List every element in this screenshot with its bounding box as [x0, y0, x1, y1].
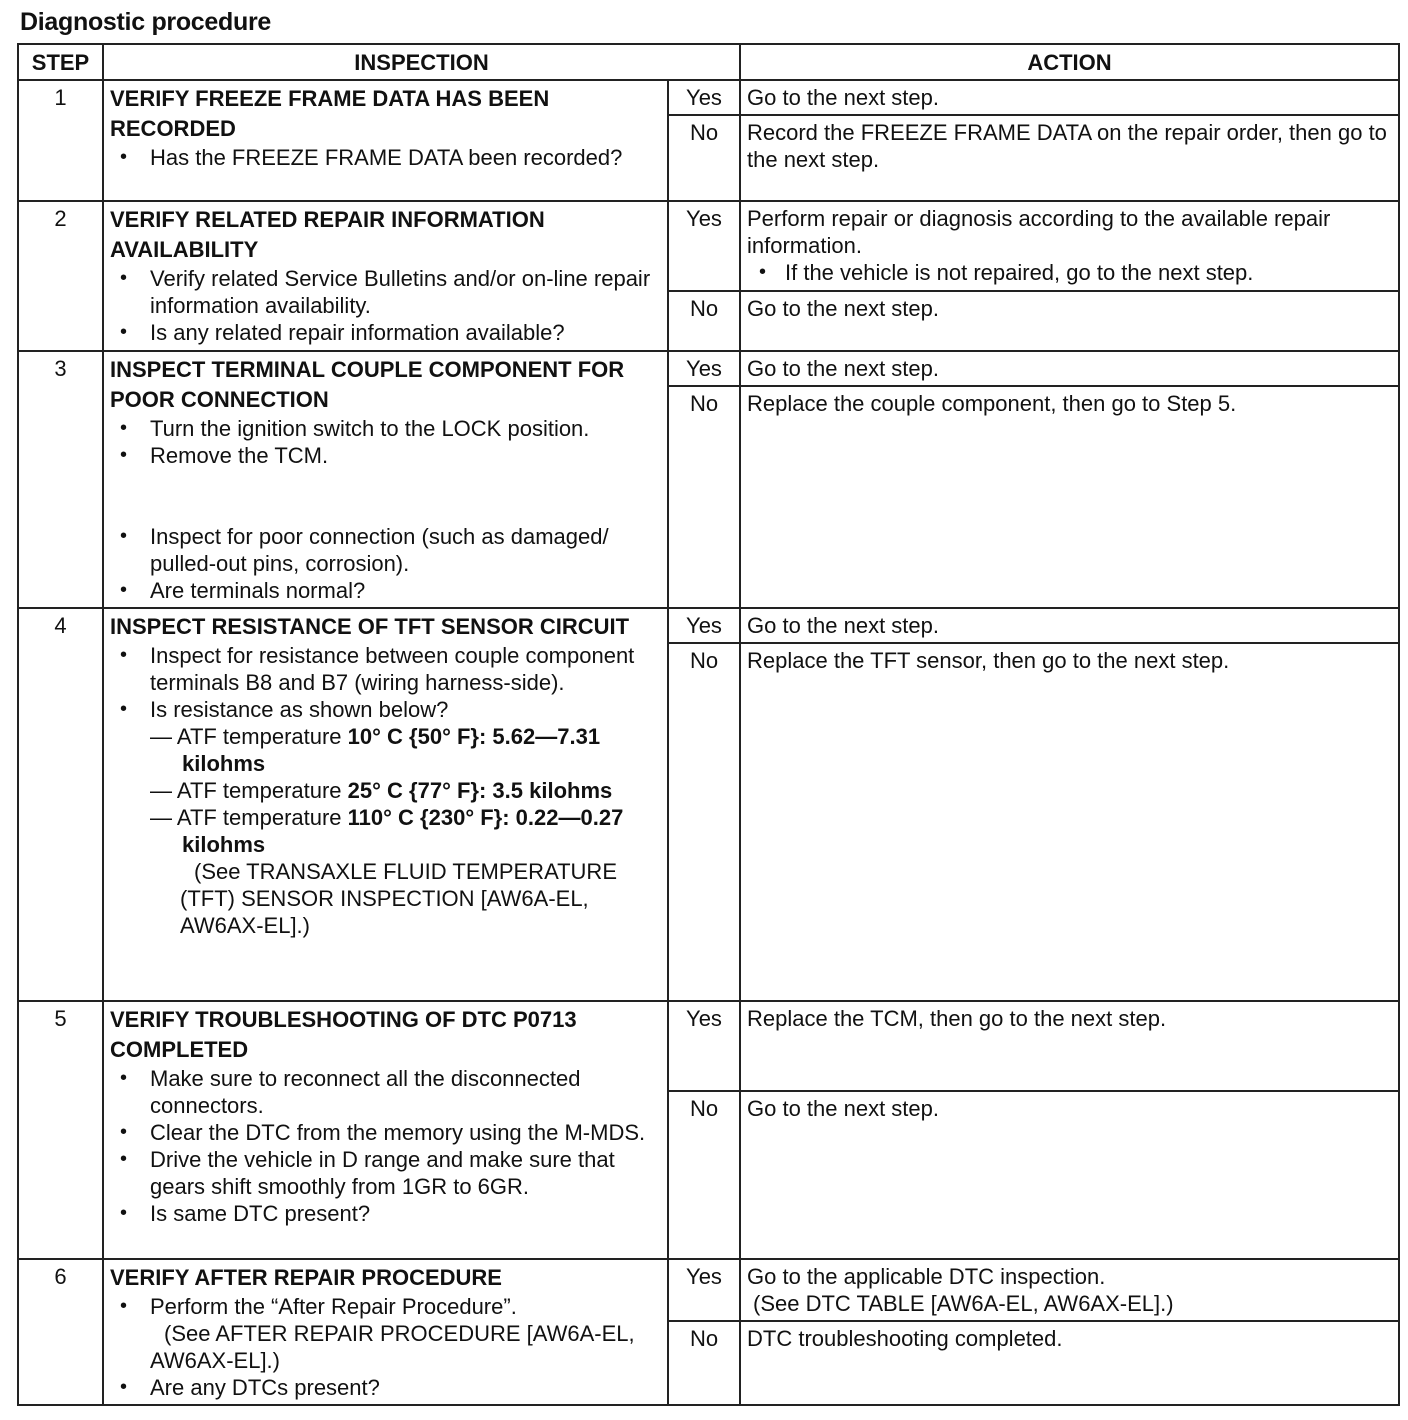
step-number: 2 [18, 201, 103, 351]
step-row [18, 1259, 1399, 1321]
yes-label: Yes [668, 1259, 740, 1321]
yes-action: Go to the next step. [740, 351, 1399, 386]
inspection-title: VERIFY TROUBLESHOOTING OF DTC P0713 COMPLETED [110, 1007, 577, 1062]
header-inspection: INSPECTION [103, 44, 740, 80]
no-action: Go to the next step. [740, 1091, 1399, 1259]
spec-line [113, 777, 661, 804]
inspection-bullet: • Remove the TCM. [110, 442, 661, 469]
header-action: ACTION [740, 44, 1399, 80]
inspection-list [110, 265, 661, 346]
step-row [18, 80, 1399, 115]
yes-label: Yes [668, 351, 740, 386]
yes-label: Yes [668, 608, 740, 643]
no-label: No [668, 386, 740, 608]
inspection-bullet: • Is any related repair information available? [110, 319, 661, 346]
inspection-bullet: • Turn the ignition switch to the LOCK position. [110, 415, 661, 442]
spec-line [113, 804, 661, 858]
spec-prefix: — ATF temperature [150, 724, 348, 749]
yes-action-cell [740, 201, 1399, 291]
figure-space [110, 469, 661, 523]
no-label: No [668, 643, 740, 1001]
see-reference: (See AFTER REPAIR PROCEDURE [AW6A-EL, AW6AX-EL].) [150, 1321, 635, 1373]
inspection-cell [103, 608, 668, 1001]
header-row [18, 44, 1399, 80]
inspection-bullet: • Has the FREEZE FRAME DATA been recorded? [110, 144, 661, 171]
no-action: Replace the TFT sensor, then go to the next step. [740, 643, 1399, 1001]
page-title: Diagnostic procedure [20, 8, 271, 36]
step-row [18, 1001, 1399, 1091]
no-action: Go to the next step. [740, 291, 1399, 351]
no-action: Replace the couple component, then go to Step 5. [740, 386, 1399, 608]
yes-action: Go to the next step. [740, 80, 1399, 115]
yes-action: Go to the applicable DTC inspection. [747, 1264, 1106, 1289]
inspection-list [110, 642, 661, 723]
inspection-bullet: • Verify related Service Bulletins and/or on-line repair information availability. [110, 265, 661, 319]
header-step: STEP [18, 44, 103, 80]
inspection-list [110, 1065, 661, 1227]
spec-prefix: — ATF temperature [150, 805, 348, 830]
inspection-list [110, 1293, 661, 1401]
step-number: 5 [18, 1001, 103, 1259]
inspection-list [110, 144, 661, 171]
inspection-bullet: • Make sure to reconnect all the disconnected connectors. [110, 1065, 661, 1119]
yes-action: Replace the TCM, then go to the next step. [740, 1001, 1399, 1091]
inspection-title: VERIFY RELATED REPAIR INFORMATION AVAILABILITY [110, 207, 545, 262]
inspection-bullet: • Inspect for resistance between couple component terminals B8 and B7 (wiring harness-side). [110, 642, 661, 696]
yes-action-sub: • If the vehicle is not repaired, go to the next step. [747, 259, 1392, 286]
no-label: No [668, 115, 740, 201]
inspection-title: VERIFY FREEZE FRAME DATA HAS BEEN RECORDED [110, 86, 550, 141]
inspection-bullet: • Are any DTCs present? [110, 1374, 661, 1401]
inspection-bullet: • Drive the vehicle in D range and make sure that gears shift smoothly from 1GR to 6GR. [110, 1146, 661, 1200]
step-row [18, 351, 1399, 386]
inspection-bullet: • Is same DTC present? [110, 1200, 661, 1227]
yes-action-see: (See DTC TABLE [AW6A-EL, AW6AX-EL].) [753, 1291, 1174, 1316]
step-row [18, 201, 1399, 291]
no-action: Record the FREEZE FRAME DATA on the repair order, then go to the next step. [740, 115, 1399, 201]
no-label: No [668, 1091, 740, 1259]
no-label: No [668, 291, 740, 351]
spec-value: 110° C {230° F}: 0.22—0.27 kilohms [182, 805, 624, 857]
step-number: 4 [18, 608, 103, 1001]
inspection-bullet: • Is resistance as shown below? [110, 696, 661, 723]
spec-value: 25° C {77° F}: 3.5 kilohms [347, 778, 613, 803]
step-number: 6 [18, 1259, 103, 1405]
step-row [18, 608, 1399, 643]
inspection-title: INSPECT TERMINAL COUPLE COMPONENT FOR POOR CONNECTION [110, 357, 625, 412]
no-label: No [668, 1321, 740, 1405]
spec-prefix: — ATF temperature [150, 778, 348, 803]
yes-action-cell [740, 1259, 1399, 1321]
yes-action: Perform repair or diagnosis according to the available repair information. [747, 206, 1331, 258]
step-number: 1 [18, 80, 103, 201]
inspection-bullet: • Are terminals normal? [110, 577, 661, 604]
inspection-cell [103, 351, 668, 608]
yes-action: Go to the next step. [740, 608, 1399, 643]
inspection-list [110, 415, 661, 604]
see-reference: (See TRANSAXLE FLUID TEMPERATURE (TFT) SENSOR INSPECTION [AW6A-EL, AW6AX-EL].) [180, 859, 617, 938]
inspection-bullet: • Clear the DTC from the memory using the M-MDS. [110, 1119, 661, 1146]
yes-label: Yes [668, 201, 740, 291]
inspection-title: VERIFY AFTER REPAIR PROCEDURE [110, 1265, 502, 1290]
spec-value: 10° C {50° F}: 5.62—7.31 kilohms [182, 724, 601, 776]
inspection-bullet: • Inspect for poor connection (such as damaged/ pulled-out pins, corrosion). [110, 523, 661, 577]
inspection-cell [103, 1259, 668, 1405]
diagnostic-table [17, 43, 1400, 1406]
yes-label: Yes [668, 1001, 740, 1091]
inspection-title: INSPECT RESISTANCE OF TFT SENSOR CIRCUIT [110, 614, 630, 639]
inspection-cell [103, 80, 668, 201]
inspection-cell [103, 201, 668, 351]
inspection-cell [103, 1001, 668, 1259]
spec-line [113, 723, 661, 777]
yes-label: Yes [668, 80, 740, 115]
no-action: DTC troubleshooting completed. [740, 1321, 1399, 1405]
inspection-bullet: • Perform the “After Repair Procedure”. [110, 1293, 661, 1320]
step-number: 3 [18, 351, 103, 608]
